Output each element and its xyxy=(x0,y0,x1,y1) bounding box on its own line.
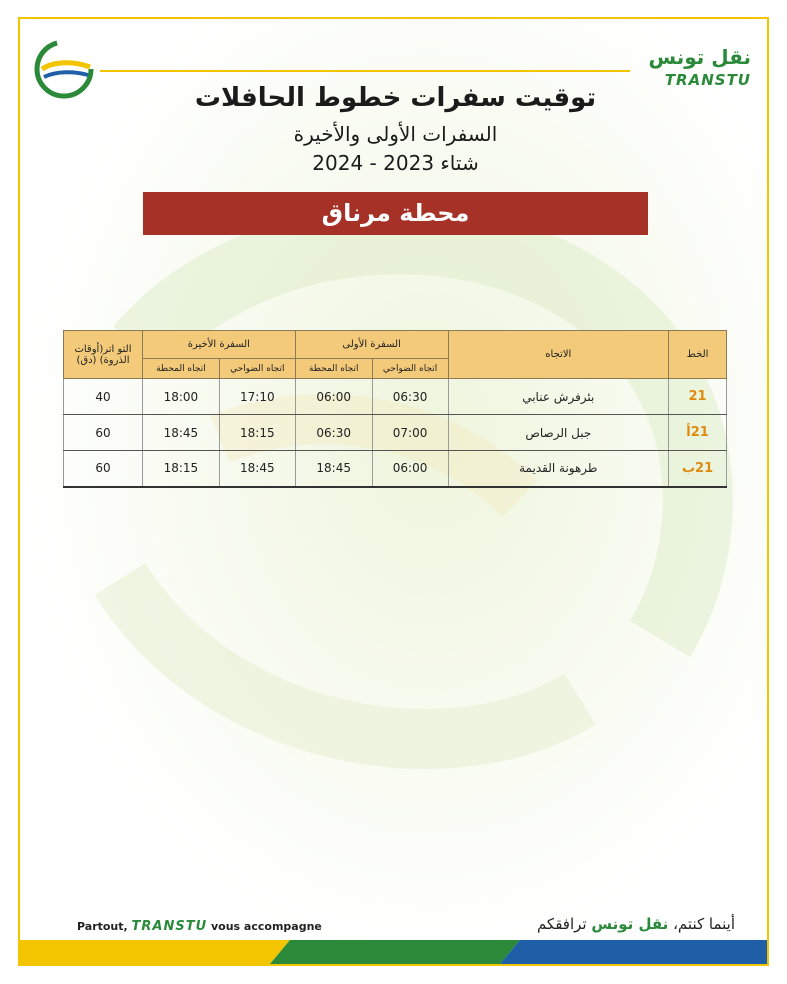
schedule-table xyxy=(63,330,727,488)
footer-fr-brand: TRANSTU xyxy=(131,919,208,934)
station-name-banner: محطة مرناق xyxy=(143,192,648,235)
footer-slogan-french xyxy=(77,919,322,934)
direction-cell: جبل الرصاص xyxy=(448,415,669,451)
direction-cell: طرهونة القديمة xyxy=(448,451,669,487)
first-station-time: 06:30 xyxy=(295,415,372,451)
first-suburb-time: 06:00 xyxy=(372,451,448,487)
line-number: 21ب xyxy=(669,451,727,487)
footer-color-stripes xyxy=(20,940,769,964)
last-suburb-time: 17:10 xyxy=(219,379,295,415)
first-suburb-time: 07:00 xyxy=(372,415,448,451)
footer-fr-prefix: Partout, xyxy=(77,920,128,933)
first-station-time: 18:45 xyxy=(295,451,372,487)
last-suburb-time: 18:15 xyxy=(219,415,295,451)
footer-slogan-arabic xyxy=(537,915,735,933)
last-station-time: 18:45 xyxy=(142,415,219,451)
table-row xyxy=(64,451,727,487)
frequency-cell: 60 xyxy=(64,451,143,487)
timetable-poster xyxy=(18,17,769,966)
logo-emblem-icon xyxy=(34,39,94,99)
season-label: شتاء 2023 - 2024 xyxy=(312,151,479,175)
col-header-first-suburb: اتجاه الضواحي xyxy=(372,359,448,379)
last-station-time: 18:15 xyxy=(142,451,219,487)
col-header-last-suburb: اتجاه الضواحي xyxy=(219,359,295,379)
last-suburb-time: 18:45 xyxy=(219,451,295,487)
first-station-time: 06:00 xyxy=(295,379,372,415)
page-title: توقيت سفرات خطوط الحافلات xyxy=(194,83,597,113)
frequency-cell: 60 xyxy=(64,415,143,451)
direction-cell: بئرفرش عنابي xyxy=(448,379,669,415)
col-header-first-station: اتجاه المحطة xyxy=(295,359,372,379)
first-suburb-time: 06:30 xyxy=(372,379,448,415)
table-row xyxy=(64,379,727,415)
footer-ar-suffix: ترافقكم xyxy=(536,915,587,933)
footer-ar-brand: نقل تونس xyxy=(591,915,669,933)
page-subtitle: السفرات الأولى والأخيرة xyxy=(293,122,498,146)
col-header-direction: الاتجاه xyxy=(448,331,669,379)
col-header-first-trip: السفرة الأولى xyxy=(295,331,448,359)
header-divider xyxy=(100,70,630,72)
brand-name-arabic: نقل تونس xyxy=(648,45,751,69)
col-header-last-station: اتجاه المحطة xyxy=(142,359,219,379)
footer-fr-suffix: vous accompagne xyxy=(211,920,322,933)
last-station-time: 18:00 xyxy=(142,379,219,415)
col-header-line: الخط xyxy=(669,331,727,379)
frequency-cell: 40 xyxy=(64,379,143,415)
table-row xyxy=(64,415,727,451)
footer-ar-prefix: أينما كنتم، xyxy=(673,915,735,933)
line-number: 21 xyxy=(669,379,727,415)
col-header-last-trip: السفرة الأخيرة xyxy=(142,331,295,359)
line-number: 21أ xyxy=(669,415,727,451)
col-header-frequency: التو اتر(أوقات الذروة) (دق) xyxy=(64,331,143,379)
brand-name-latin: TRANSTU xyxy=(664,71,751,89)
